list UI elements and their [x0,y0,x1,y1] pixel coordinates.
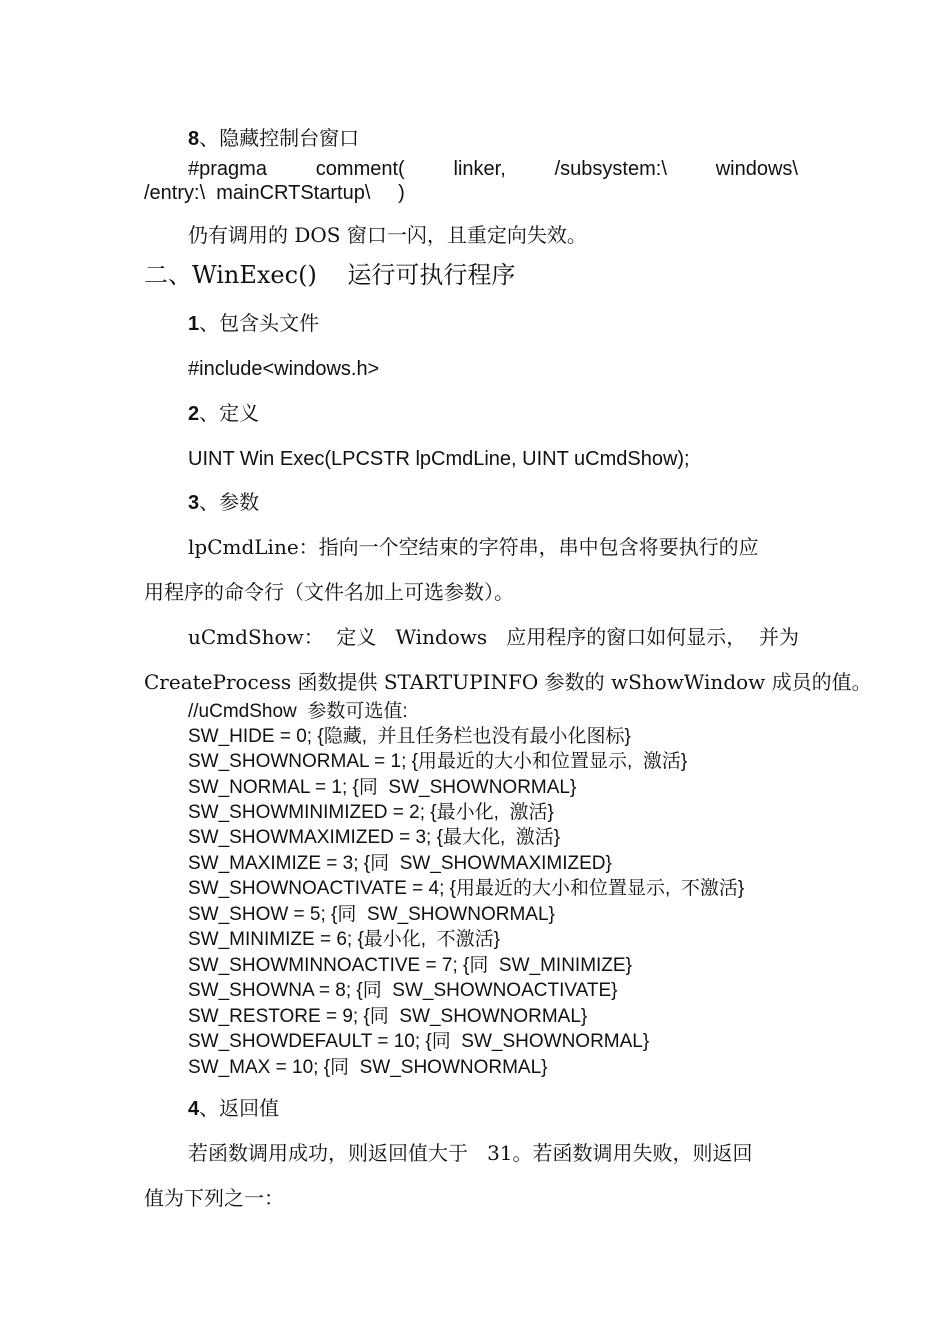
sub-heading-number: 2 [188,403,200,425]
sub-heading-number: 3 [188,492,200,514]
param-lpcmdline-line1: lpCmdLine：指向一个空结束的字符串，串中包含将要执行的应 [188,535,759,559]
option-line: SW_MAXIMIZE = 3; {同 SW_SHOWMAXIMIZED} [188,853,612,874]
pragma-token: /subsystem:\ [554,158,667,180]
param-ucmdshow-line1: uCmdShow： 定义 Windows 应用程序的窗口如何显示， 并为 [188,625,799,649]
sub-heading-title: 、定义 [199,401,260,425]
pragma-token: comment( [315,158,405,180]
sub-heading-title: 、参数 [199,490,260,514]
sub-heading-title: 、包含头文件 [199,311,320,335]
return-text-line1: 若函数调用成功，则返回值大于 31。若函数调用失败，则返回 [188,1141,753,1165]
param-lpcmdline-line2: 用程序的命令行（文件名加上可选参数）。 [144,580,514,604]
sub-heading-number: 1 [188,313,200,335]
pragma-token: #pragma [188,158,267,180]
option-line: SW_SHOWMINIMIZED = 2; {最小化, 激活} [188,802,554,823]
pragma-token: linker, [453,158,506,180]
option-line: SW_RESTORE = 9; {同 SW_SHOWNORMAL} [188,1006,588,1027]
pragma-continuation: /entry:\ mainCRTStartup\ ) [144,182,405,204]
option-line: SW_MINIMIZE = 6; {最小化, 不激活} [188,929,500,950]
section-8-note: 仍有调用的 DOS 窗口一闪，且重定向失效。 [188,223,587,247]
option-line: SW_SHOWNOACTIVATE = 4; {用最近的大小和位置显示, 不激活} [188,878,745,899]
sub-heading-definition [188,403,259,424]
option-line: SW_SHOW = 5; {同 SW_SHOWNORMAL} [188,904,555,925]
option-line: SW_SHOWMINNOACTIVE = 7; {同 SW_MINIMIZE} [188,955,632,976]
pragma-line [188,158,798,180]
option-line: SW_NORMAL = 1; {同 SW_SHOWNORMAL} [188,777,577,798]
param-ucmdshow-line2: CreateProcess 函数提供 STARTUPINFO 参数的 wShowWindow 成员的值。 [144,670,872,694]
option-line: SW_HIDE = 0; {隐藏, 并且任务栏也没有最小化图标} [188,726,631,747]
option-line: SW_SHOWMAXIMIZED = 3; {最大化, 激活} [188,827,561,848]
return-text-line2: 值为下列之一： [144,1186,284,1210]
section-8-title: 、隐藏控制台窗口 [199,126,360,150]
include-directive: #include<windows.h> [188,358,380,380]
section-8-heading [188,128,359,149]
sub-heading-parameters [188,492,259,513]
sub-heading-number: 4 [188,1098,200,1120]
option-line: SW_SHOWDEFAULT = 10; {同 SW_SHOWNORMAL} [188,1031,650,1052]
section-8-number: 8 [188,128,200,150]
function-definition: UINT Win Exec(LPCSTR lpCmdLine, UINT uCmdShow); [188,448,690,470]
section-2-heading: 二、WinExec() 运行可执行程序 [144,261,516,289]
option-line: SW_MAX = 10; {同 SW_SHOWNORMAL} [188,1057,548,1078]
sub-heading-include [188,313,319,334]
option-line: SW_SHOWNA = 8; {同 SW_SHOWNOACTIVATE} [188,980,618,1001]
option-line: SW_SHOWNORMAL = 1; {用最近的大小和位置显示, 激活} [188,751,688,772]
sub-heading-title: 、返回值 [199,1096,280,1120]
pragma-token: windows\ [715,158,798,180]
options-comment: //uCmdShow 参数可选值: [188,701,408,722]
sub-heading-return [188,1098,279,1119]
